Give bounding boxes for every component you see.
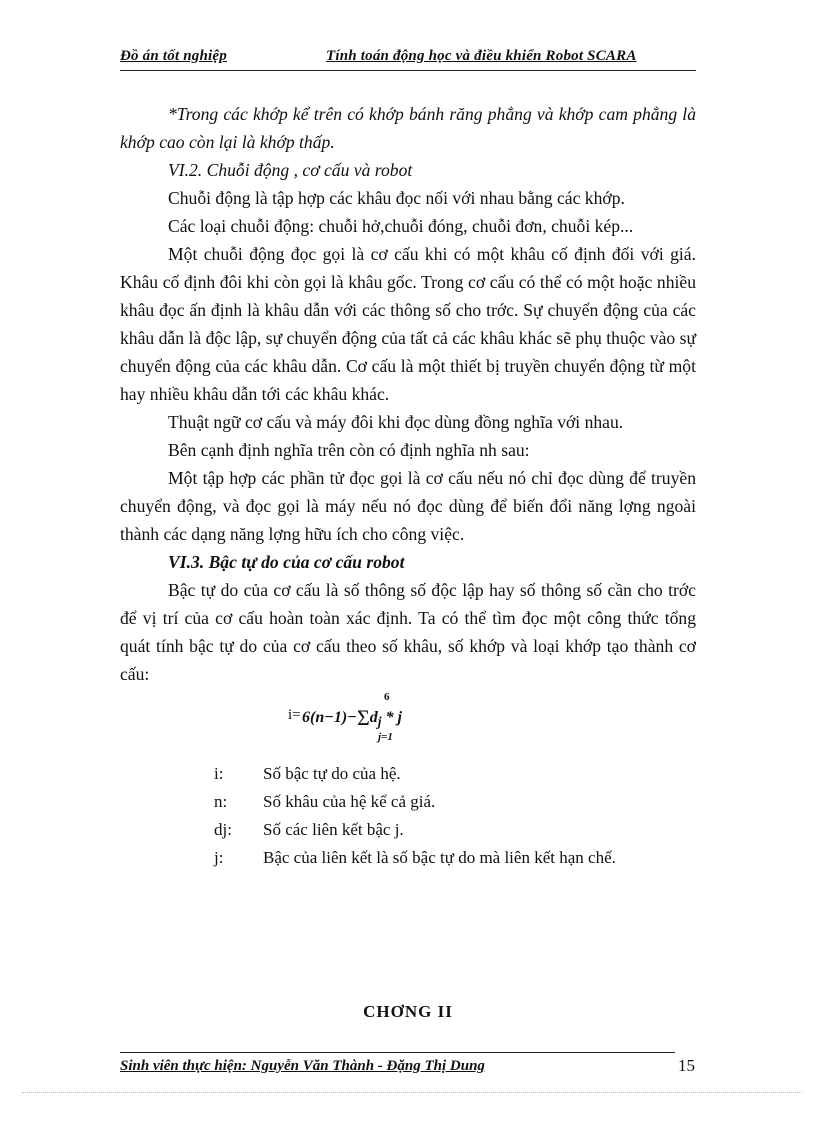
footer-divider — [120, 1052, 675, 1053]
paragraph-mechanism-def: Một chuỗi động đọc gọi là cơ cấu khi có một khâu cố định đối với giá. Khâu cố định đôi khi còn gọi là khâu gốc. Trong cơ cấu có thể có một hoặc nhiều khâu đọc ấn định là khâu dẫn với các thông số cho trớc. Sự chuyển động của các khâu dẫn là độc lập, sự chuyển động của tất cả các khâu khác sẽ phụ thuộc vào sự chuyển động của các khâu dẫn. Cơ cấu là một thiết bị truyền chuyển động từ một hay nhiều khâu dẫn tới các khâu khác. — [120, 244, 696, 404]
paragraph-dof-def: Bậc tự do của cơ cấu là số thông số độc lập hay số thông số cần cho trớc để vị trí của cơ cấu hoàn toàn xác định. Ta có thể tìm đọc một công thức tổng quát tính bậc tự do của cơ cấu theo số khâu, số khớp và loại khớp tạo thành cơ cấu: — [120, 580, 696, 684]
footer-authors: Sinh viên thực hiện: Nguyễn Văn Thành - Đặng Thị Dung — [120, 1058, 485, 1074]
definition-symbol: i: — [214, 764, 224, 783]
paragraph-chain-types: Các loại chuỗi động: chuỗi hở,chuỗi đóng, chuỗi đơn, chuỗi kép... — [168, 216, 634, 236]
sigma-symbol: Σ — [356, 705, 370, 730]
paragraph-terminology: Thuật ngữ cơ cấu và máy đôi khi đọc dùng đồng nghĩa với nhau. — [168, 412, 624, 432]
formula-expression — [302, 705, 402, 731]
page-number: 15 — [678, 1056, 695, 1075]
page-header — [120, 48, 696, 71]
dof-formula — [288, 691, 488, 755]
section-heading-vi2: VI.2. Chuỗi động , cơ cấu và robot — [168, 160, 413, 180]
formula-part-a: 6(n−1)− — [302, 709, 357, 726]
definition-text: Số bậc tự do của hệ. — [263, 764, 401, 783]
section-heading-vi3: VI.3. Bậc tự do của cơ cấu robot — [168, 552, 405, 572]
formula-lhs: i= — [288, 707, 301, 723]
page-edge-divider — [22, 1092, 802, 1093]
definition-symbol: dj: — [214, 820, 232, 839]
paragraph-alt-def: Một tập hợp các phần tử đọc gọi là cơ cấu nếu nó chỉ đọc dùng để truyền chuyển động, và đọc gọi là máy nếu nó đọc dùng để biến đổi năng lợng ngoài thành các dạng năng lợng hữu ích cho công việc. — [120, 468, 696, 544]
definition-symbol: n: — [214, 792, 228, 811]
paragraph-chain-def: Chuỗi động là tập hợp các khâu đọc nối với nhau bằng các khớp. — [168, 188, 625, 208]
paragraph-joint-note: *Trong các khớp kể trên có khớp bánh răng phẳng và khớp cam phẳng là khớp cao còn lại là khớp thấp. — [120, 104, 696, 152]
definition-row — [214, 816, 694, 844]
sigma-upper-limit: 6 — [384, 691, 390, 703]
header-right-title: Tính toán động học và điều khiển Robot SCARA — [326, 48, 637, 64]
header-left-title: Đồ án tốt nghiệp — [120, 48, 227, 64]
chapter-heading: CHƠNG II — [363, 1002, 453, 1021]
symbol-definitions — [214, 760, 694, 872]
sigma-lower-limit: j=1 — [378, 731, 393, 743]
definition-text: Số khâu của hệ kể cả giá. — [263, 792, 436, 811]
definition-row — [214, 788, 694, 816]
paragraph-alt-def-intro: Bên cạnh định nghĩa trên còn có định nghĩa nh sau: — [168, 440, 530, 460]
formula-part-b: d — [369, 709, 378, 726]
definition-row — [214, 844, 694, 872]
definition-text: Số các liên kết bậc j. — [263, 820, 404, 839]
definition-symbol: j: — [214, 848, 224, 867]
document-body — [120, 100, 696, 688]
definition-row — [214, 760, 694, 788]
formula-part-b-sub: j — [377, 714, 382, 730]
definition-text: Bậc của liên kết là số bậc tự do mà liên kết hạn chế. — [263, 848, 616, 867]
formula-part-c: * j — [381, 709, 402, 726]
